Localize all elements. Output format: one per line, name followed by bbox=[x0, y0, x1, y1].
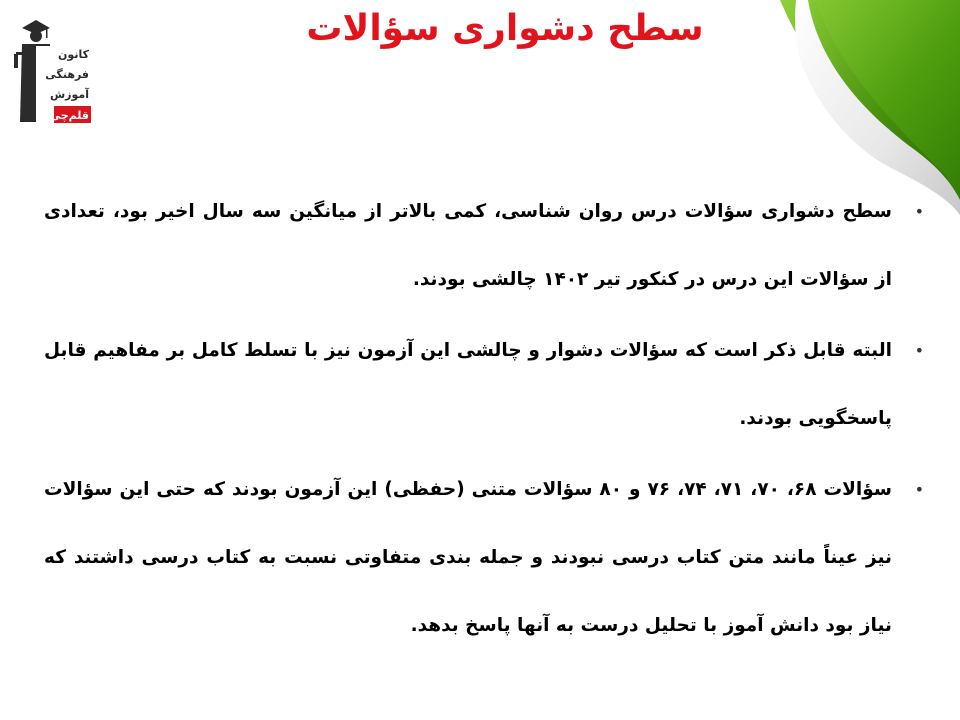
bullet-item bbox=[44, 178, 924, 314]
bullet-item bbox=[44, 317, 924, 453]
slide-title: سطح دشواری سؤالات bbox=[306, 8, 704, 49]
bullet-marker: • bbox=[914, 341, 924, 360]
bullet-text: البته قابل ذکر است که سؤالات دشوار و چالشی این آزمون نیز با تسلط کامل بر مفاهیم قابل پاسخگویی بودند. bbox=[44, 340, 892, 429]
bullet-list bbox=[44, 178, 924, 663]
bullet-marker: • bbox=[914, 202, 924, 221]
bullet-marker: • bbox=[914, 480, 924, 499]
bullet-text: سؤالات ۶۸، ۷۰، ۷۱، ۷۴، ۷۶ و ۸۰ سؤالات متنی (حفظی) این آزمون بودند که حتی این سؤالات نیز عیناً مانند متن کتاب درسی نبودند و جمله بندی متفاوتی نسبت به کتاب درسی داشتند که نیاز بود دانش آموز با تحلیل درست به آنها پاسخ بدهد. bbox=[44, 479, 893, 636]
bullet-text: سطح دشواری سؤالات درس روان شناسی، کمی بالاتر از میانگین سه سال اخیر بود، تعدادی از سؤالات این درس در کنکور تیر ۱۴۰۲ چالشی بودند. bbox=[44, 201, 892, 290]
logo-text-4: قلم‌چی bbox=[49, 109, 89, 122]
bullet-item bbox=[44, 456, 924, 660]
logo-text-3: آموزش bbox=[50, 88, 89, 101]
logo-text-1: کانون bbox=[58, 48, 89, 61]
logo-text-2: فرهنگی bbox=[45, 68, 89, 81]
